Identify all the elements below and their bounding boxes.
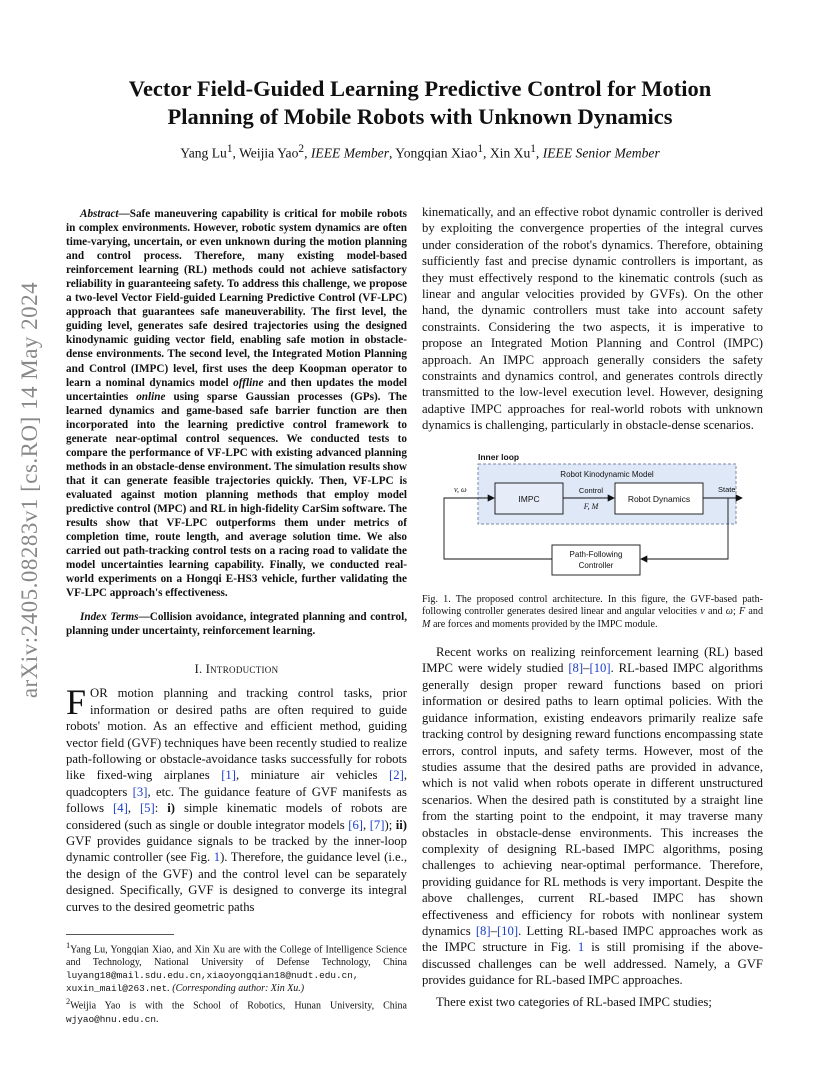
footnote-text: . (Corresponding author: Xin Xu.) xyxy=(167,983,305,995)
caption-text: and xyxy=(745,606,763,618)
paper-title: Vector Field-Guided Learning Predictive Control for Motion Planning of Mobile Robots with Unknown Dynamics xyxy=(128,76,712,129)
text-run: is still promising if the above-discussed challenges can be well addressed. Namely, a GVF provides guidance for RL-based IMPC approaches. xyxy=(422,940,763,988)
text-run: GVF provides guidance signals to be tracked by the inner-loop dynamic controller (see Fig. xyxy=(66,834,407,865)
figure-control-architecture xyxy=(422,448,763,590)
author-list: Yang Lu$^1$, Weijia Yao$^2$, IEEE Member, Yongqian Xiao$^1$, Xin Xu$^1$, IEEE Senior Member xyxy=(180,143,660,161)
text-run: : xyxy=(154,801,168,816)
kinodynamic-model-label: Robot Kinodynamic Model xyxy=(560,469,654,479)
citation-link[interactable]: [1] xyxy=(221,768,236,783)
text-run: , xyxy=(363,817,370,832)
text-run: . Letting RL-based IMPC approaches work as the IMPC structure in Fig. xyxy=(422,923,763,955)
block-diagram xyxy=(422,448,763,590)
text-run: – xyxy=(583,661,590,676)
footnote-email[interactable]: wjyao@hnu.edu.cn xyxy=(66,1013,157,1025)
index-terms-text: —Collision avoidance, integrated planning and control, planning under uncertainty, reinforcement learning. xyxy=(66,611,407,638)
impc-label: IMPC xyxy=(518,493,540,504)
abstract-emphasis: offline xyxy=(233,376,264,389)
citation-link[interactable]: [10] xyxy=(589,661,611,676)
author-name: Xin Xu xyxy=(489,145,531,161)
citation-link[interactable]: [2] xyxy=(389,768,404,783)
figure-link[interactable]: 1 xyxy=(213,850,221,865)
abstract-text: and then updates the model uncertainties xyxy=(66,376,407,403)
citation-link[interactable]: [6] xyxy=(348,817,364,832)
citation-link[interactable]: [10] xyxy=(496,923,519,938)
left-column xyxy=(66,207,407,915)
text-run: simple kinematic models of robots are considered (such as single or double integrator models xyxy=(66,801,407,832)
footnote-text: . xyxy=(156,1013,159,1025)
abstract-text: using sparse Gaussian processes (GPs). The learned dynamics and game-based safe barrier function are then incorporated into the learning predictive control framework to generate near-optimal control sequences. We conducted tests to compare the performance of VF-LPC with existing advanced planning methods in an obstacle-dense environment. The simulation results show that it can generate feasible trajectories quickly. Then, VF-LPC is evaluated against motion planning methods that employ model predictive control (MPC) and RL in high-fidelity CarSim software. The results show that VF-LPC outperforms them under metrics of completion time, route length, and average solution time. We also carried out path-tracking control tests on a racing road to validate the model uncertainties learning capability. Finally, we conducted real-world experiments on a Hongqi E-HS3 vehicle, further validating the VF-LPC approach's effectiveness. xyxy=(66,390,407,600)
citation-link[interactable]: [3] xyxy=(132,784,148,799)
footnote-email[interactable]: luyang18@mail.sdu.edu.cn,xiaoyongqian18@nudt.edu.cn, xuxin_mail@263.net xyxy=(66,970,359,995)
inner-loop-label: Inner loop xyxy=(478,451,520,462)
arxiv-id: arXiv:2405.08283v1 [cs.RO] 14 May 2024 xyxy=(17,281,42,699)
paragraph: kinematically, and an effective robot dynamic controller is derived by exploiting the convergence properties of the integral curves under consideration of the robot's dynamics. Therefore, obtaining sufficiently fast and precise dynamic controllers is important, as they must effectively respond to the kinematic controls (such as linear and angular velocities provided by GVFs). On the other hand, the dynamic controllers must take into account safety constraints. Considering the two aspects, it is imperative to propose an Integrated Motion Planning and Control (IMPC) approach. An IMPC approach generally considers the safety constraints and dynamics control, and generates controls directly transmitted to the low-level execution level. However, designing adaptive IMPC approaches for real-world robots with unknown dynamics is challenging, particularly in obstacle-dense scenarios. xyxy=(422,205,763,433)
citation-link[interactable]: [4] xyxy=(113,801,128,816)
citation-link[interactable]: [8] xyxy=(475,923,491,938)
abstract-label: Abstract xyxy=(80,208,119,220)
fm-label: F, M xyxy=(583,501,599,511)
input-label: v, ω xyxy=(454,484,467,494)
intro-paragraph xyxy=(66,682,407,915)
caption-text: Fig. 1. The proposed control architecture. In this figure, the GVF-based path-following controller generates desired linear and angular velocities xyxy=(422,593,763,618)
abstract-emphasis: online xyxy=(136,390,166,403)
drop-cap: F xyxy=(66,682,87,723)
citation-link[interactable]: [8] xyxy=(568,661,584,676)
text-run: ); xyxy=(384,817,396,832)
caption-symbol: F xyxy=(739,606,746,618)
robot-dynamics-label: Robot Dynamics xyxy=(627,493,691,504)
text-run: , quadcopters xyxy=(66,768,407,799)
author-affil: 1 xyxy=(226,143,233,155)
index-terms-label: Index Terms xyxy=(80,611,139,624)
text-run: Recent works on realizing reinforcement learning (RL) based IMPC were widely studied xyxy=(422,645,763,676)
text-run: . RL-based IMPC algorithms generally design proper reward functions based on priori information or desired paths to learn optimal policies. With the guidance information, existing endeavors primarily realize safe tracking control by designing reward functions encompassing state errors, control inputs, and safety terms. However, most of the studies assume that the desired paths are provided in advance, which is not valid when robots operate in different unstructured scenarios. When the desired path is constituted by a straight line from the starting point to the endpoint, it may traverse many obstacles in obstacle-dense environments. This increases the complexity of designing RL-based IMPC algorithms, posing challenges to achieving near-optimal performance. Therefore, providing guidance for RL methods is very important. Despite the above challenges, current RL-based IMPC has shown effectiveness and efficiency for robots with nonlinear system dynamics xyxy=(422,661,763,938)
footnote-text: Weijia Yao is with the School of Robotics, Hunan University, China xyxy=(70,1000,407,1012)
paragraph: There exist two categories of RL-based IMPC studies; xyxy=(436,994,712,1009)
arxiv-sidebar xyxy=(12,280,48,700)
caption-symbol: ω xyxy=(725,606,733,618)
text-run: , xyxy=(127,801,140,816)
control-label: Control xyxy=(578,485,604,495)
footnote-marker: 2 xyxy=(66,997,71,1007)
citation-link[interactable]: [7] xyxy=(369,817,385,832)
list-marker: ii) xyxy=(395,817,407,832)
paragraph xyxy=(422,644,763,989)
list-marker: i) xyxy=(167,801,175,816)
index-terms xyxy=(66,610,407,638)
author-name: Yang Lu xyxy=(180,145,227,161)
abstract-text: —Safe maneuvering capability is critical for mobile robots in complex environments. However, robotic system dynamics are often time-varying, uncertain, or even unknown during the motion planning and control process. Therefore, many existing model-based reinforcement learning (RL) methods could not achieve satisfactory reliability in guaranteeing safety. To address this challenge, we propose a two-level Vector Field-guided Learning Predictive Control (VF-LPC) approach that guarantees safe maneuverability. The first level, the guiding level, generates safe desired trajectories using the designed kinodynamic guiding vector field, enabling safe motion in obstacle-dense environments. The second level, the Integrated Motion Planning and Control (IMPC) level, first uses the deep Koopman operator to learn a nominal dynamics model xyxy=(66,208,407,389)
footnotes xyxy=(66,934,407,1026)
author-name: Weijia Yao xyxy=(239,145,299,161)
author-role: IEEE Senior Member xyxy=(542,145,660,161)
author-affil: 2 xyxy=(298,143,305,155)
author-affil: 1 xyxy=(530,143,536,155)
path-following-label: Path-Following xyxy=(569,549,623,559)
caption-text: and xyxy=(704,606,726,618)
footnote-text: Yang Lu, Yongqian Xiao, and Xin Xu are with the College of Intelligence Science and Technology, National University of Defense Technology, China xyxy=(66,944,407,969)
footnote-marker: 1 xyxy=(66,941,71,950)
text-run: – xyxy=(490,923,497,938)
abstract xyxy=(66,207,407,600)
caption-text: are forces and moments provided by the IMPC module. xyxy=(430,619,658,631)
text-run: , etc. The guidance feature of GVF manifests as follows xyxy=(66,784,407,816)
footnote-rule xyxy=(66,934,174,935)
caption-text: ; xyxy=(732,606,739,618)
caption-symbol: M xyxy=(422,619,431,631)
footnote xyxy=(66,939,407,995)
author-role: IEEE Member xyxy=(310,145,389,161)
author-name: Yongqian Xiao xyxy=(395,145,478,161)
section-heading: I. Introduction xyxy=(194,662,279,677)
path-following-label: Controller xyxy=(578,560,614,570)
author-affil: 1 xyxy=(477,143,484,155)
right-column xyxy=(422,204,763,1010)
state-label: State xyxy=(718,484,736,494)
text-run: OR motion planning and tracking control tasks, prior information or desired paths are often required to guide robots' motion. As an effective and efficient method, guiding vector field (GVF) techniques have been recently studied to realize path-following or obstacle-avoidance tasks successfully for robots like fixed-wing airplanes xyxy=(66,686,407,783)
citation-link[interactable]: [5] xyxy=(139,801,155,816)
text-run: , miniature air vehicles xyxy=(236,768,390,783)
footnote xyxy=(66,995,407,1025)
text-run: ). Therefore, the guidance level (i.e., the design of the GVF) and the control level can be separately designed. Specifically, GVF is designed to converge its integral curves to the desired geometric paths xyxy=(66,850,407,914)
figure-link[interactable]: 1 xyxy=(577,940,585,955)
caption-symbol: v xyxy=(700,606,705,618)
figure-caption xyxy=(422,594,763,632)
